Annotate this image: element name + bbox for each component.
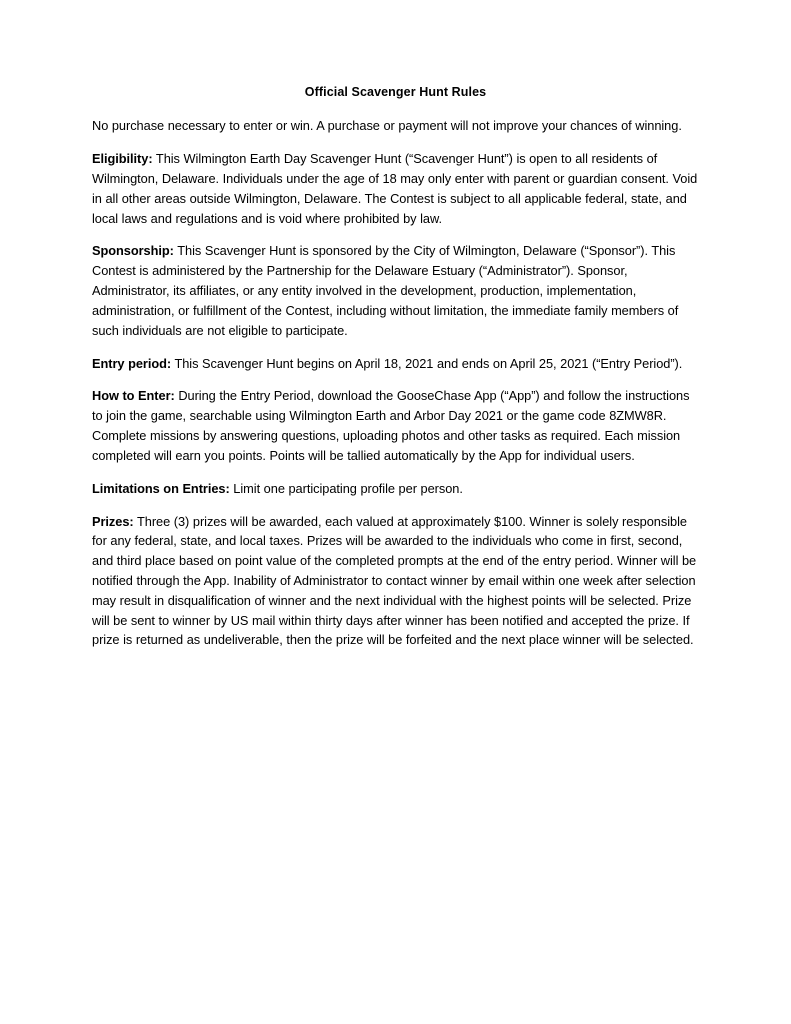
paragraph-text: This Scavenger Hunt begins on April 18, 2021 and ends on April 25, 2021 (“Entry Period”). [171,355,683,371]
paragraph-lead: Prizes: [92,513,134,529]
paragraph-limitations-on-entries [92,479,699,499]
paragraph-sponsorship [92,241,699,340]
paragraph-no-purchase [92,116,699,136]
paragraph-lead: How to Enter: [92,388,175,404]
paragraph-text: Limit one participating profile per person. [229,480,463,496]
paragraph-text: During the Entry Period, download the GooseChase App (“App”) and follow the instructions to join the game, searchable using Wilmington Earth and Arbor Day 2021 or the game code 8ZMW8R. Complete missions by answering questions, uploading photos and other tasks as required. Each mission completed will earn you points. Points will be tallied automatically by the App for individual users. [92,388,690,463]
paragraph-entry-period [92,354,699,374]
paragraph-lead: Entry period: [92,355,172,371]
paragraph-text: No purchase necessary to enter or win. A purchase or payment will not improve your chances of winning. [92,118,682,134]
paragraph-eligibility [92,149,699,228]
paragraph-lead: Eligibility: [92,151,153,167]
paragraph-lead: Limitations on Entries: [92,480,230,496]
paragraph-text: This Scavenger Hunt is sponsored by the City of Wilmington, Delaware (“Sponsor”). This Contest is administered by the Partnership for the Delaware Estuary (“Administrator”). Sponsor, Administrator, its affiliates, or any entity involved in the development, production, implementation, administration, or fulfillment of the Contest, including without limitation, the immediate family members of such individuals are not eligible to participate. [92,243,679,338]
paragraph-how-to-enter [92,386,699,465]
paragraph-text: This Wilmington Earth Day Scavenger Hunt (“Scavenger Hunt”) is open to all residents of Wilmington, Delaware. Individuals under the age of 18 may only enter with parent or guardian consent. Void in all other areas outside Wilmington, Delaware. The Contest is subject to all applicable federal, state, and local laws and regulations and is void where prohibited by law. [92,151,698,226]
paragraph-prizes [92,512,699,651]
paragraph-text: Three (3) prizes will be awarded, each valued at approximately $100. Winner is solely responsible for any federal, state, and local taxes. Prizes will be awarded to the individuals who come in first, second, and third place based on point value of the completed prompts at the end of the entry period. Winner will be notified through the App. Inability of Administrator to contact winner by email within one week after selection may result in disqualification of winner and the next individual with the highest points will be selected. Prize will be sent to winner by US mail within thirty days after winner has been notified and accepted the prize. If prize is returned as undeliverable, then the prize will be forfeited and the next place winner will be selected. [92,513,697,648]
page-title: Official Scavenger Hunt Rules [304,85,487,99]
paragraph-lead: Sponsorship: [92,243,174,259]
